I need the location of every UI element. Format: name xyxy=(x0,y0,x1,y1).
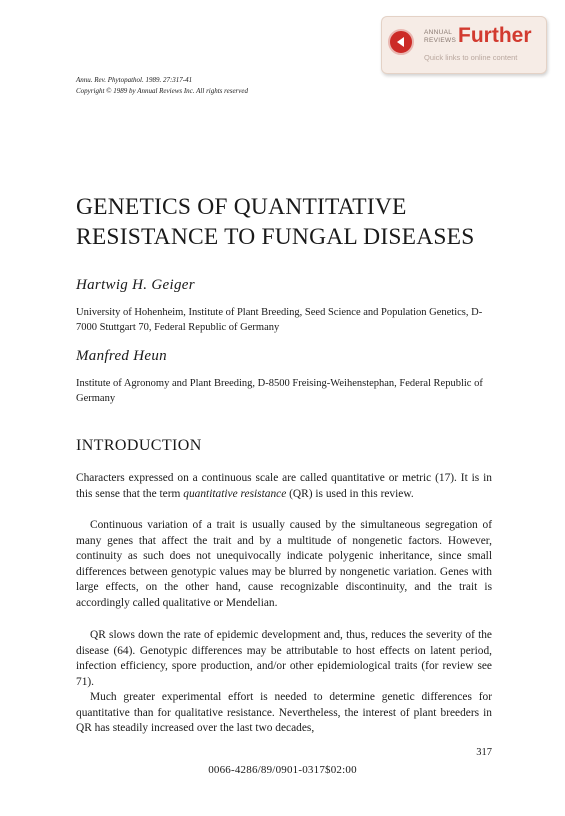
citation-copyright: Copyright © 1989 by Annual Reviews Inc. All rights reserved xyxy=(76,87,248,95)
author-affiliation-1: University of Hohenheim, Institute of Plant Breeding, Seed Science and Population Genetics, D-7000 Stuttgart 70, Federal Republic of Germany xyxy=(76,307,483,333)
paragraph-4: Much greater experimental effort is needed to determine genetic differences for quantitative than for qualitative resistance. Nevertheless, the interest of plant breeders in QR has steadily increased over the last two decades, xyxy=(76,691,492,735)
badge-reviews-label: REVIEWS xyxy=(424,37,457,44)
author-affiliation-2: Institute of Agronomy and Plant Breeding, D-8500 Freising-Weihenstephan, Federal Republic of Germany xyxy=(76,378,483,404)
further-badge[interactable] xyxy=(381,16,547,74)
badge-further-label: Further xyxy=(458,24,532,47)
citation-journal: Annu. Rev. Phytopathol. 1989. 27:317-41 xyxy=(76,76,193,84)
page-number: 317 xyxy=(476,747,492,758)
paragraph-1: Characters expressed on a continuous scale are called quantitative or metric (17). It is in this sense that the term quantitative resistance (QR) is used in this review. xyxy=(76,472,492,500)
play-back-icon xyxy=(388,29,414,55)
article-code: 0066-4286/89/0901-0317$02:00 xyxy=(208,764,357,776)
paragraph-2: Continuous variation of a trait is usually caused by the simultaneous segregation of many genes that affect the trait and by a multitude of nongenetic factors. However, continuity as such does not unequivocally indicate polygenic inheritance, since small differences between genotypic values may be blurred by nongenetic variation. Genes with large effects, on the other hand, cause recognizable discontinuity, and the trait is accordingly called qualitative or Mendelian. xyxy=(76,519,492,609)
paragraph-3: QR slows down the rate of epidemic development and, thus, reduces the severity of the disease (64). Genotypic differences may be attributable to host effects on latent period, infection efficiency, spore production, and/or other epidemiological traits (for review see 71). xyxy=(76,629,492,688)
section-heading: INTRODUCTION xyxy=(76,437,202,454)
author-name-2: Manfred Heun xyxy=(76,348,167,364)
badge-annual-label: ANNUAL xyxy=(424,29,453,36)
badge-tagline: Quick links to online content xyxy=(424,53,518,62)
author-name-1: Hartwig H. Geiger xyxy=(76,277,195,293)
article-title: GENETICS OF QUANTITATIVE RESISTANCE TO FUNGAL DISEASES xyxy=(76,194,475,250)
emphasis-term: quantitative resistance xyxy=(183,487,287,500)
